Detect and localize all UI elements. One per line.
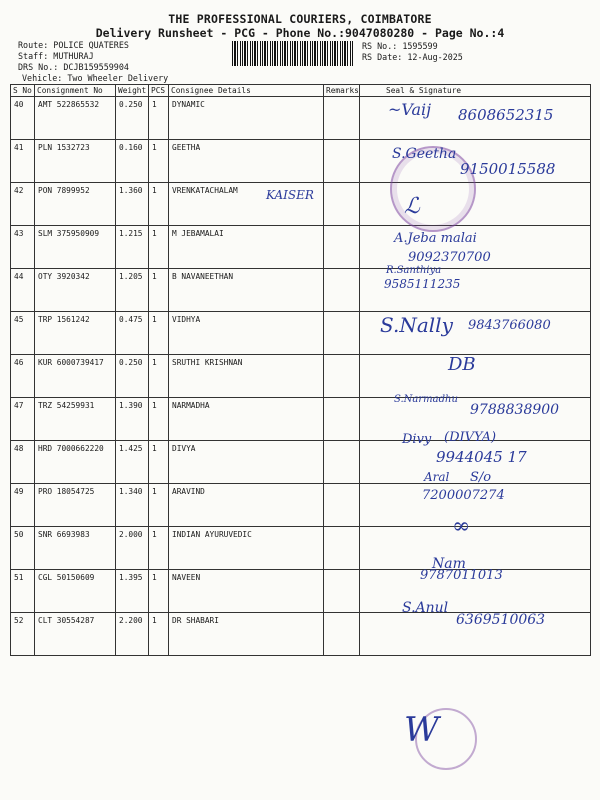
cell-weight: 2.200: [116, 613, 149, 656]
handwritten-signature: ℒ: [404, 194, 420, 219]
cell-pcs: 1: [149, 226, 169, 269]
cell-weight: 0.250: [116, 355, 149, 398]
cell-consignee: B NAVANEETHAN: [169, 269, 324, 312]
handwritten-phone: 9788838900: [470, 402, 560, 418]
handwritten-name: S.Geetha: [392, 146, 457, 162]
cell-sno: 42: [11, 183, 35, 226]
cell-consignment: TRP 1561242: [35, 312, 116, 355]
handwritten-signature: ~Vaij: [388, 100, 432, 119]
cell-sno: 49: [11, 484, 35, 527]
handwritten-name: R.Santhiya: [386, 265, 442, 276]
handwritten-phone: 9843766080: [468, 318, 551, 333]
cell-sno: 51: [11, 570, 35, 613]
col-header-remarks: Remarks: [324, 85, 360, 97]
cell-signature: [360, 527, 591, 570]
cell-pcs: 1: [149, 570, 169, 613]
cell-pcs: 1: [149, 97, 169, 140]
cell-consignment: KUR 6000739417: [35, 355, 116, 398]
table-row: [11, 226, 591, 269]
cell-consignee: NAVEEN: [169, 570, 324, 613]
staff-label: Staff: MUTHURAJ: [18, 51, 94, 61]
cell-pcs: 1: [149, 527, 169, 570]
cell-weight: 2.000: [116, 527, 149, 570]
cell-sno: 41: [11, 140, 35, 183]
cell-weight: 1.425: [116, 441, 149, 484]
handwritten-phone: 9092370700: [408, 250, 491, 265]
cell-weight: 1.340: [116, 484, 149, 527]
cell-consignment: CGL 50150609: [35, 570, 116, 613]
table-row: [11, 269, 591, 312]
drs-number: DRS No.: DCJB159559904: [18, 62, 129, 72]
cell-consignee: DR SHABARI: [169, 613, 324, 656]
cell-weight: 1.205: [116, 269, 149, 312]
cell-consignee: NARMADHA: [169, 398, 324, 441]
cell-remarks: [324, 269, 360, 312]
cell-remarks: [324, 484, 360, 527]
cell-pcs: 1: [149, 613, 169, 656]
cell-weight: 1.390: [116, 398, 149, 441]
table-row: [11, 355, 591, 398]
handwritten-signature: ∞: [452, 514, 471, 539]
cell-consignment: HRD 7000662220: [35, 441, 116, 484]
cell-remarks: [324, 355, 360, 398]
cell-sno: 40: [11, 97, 35, 140]
cell-sno: 47: [11, 398, 35, 441]
cell-consignment: AMT 522865532: [35, 97, 116, 140]
col-header-weight: Weight: [116, 85, 149, 97]
col-header-sno: S No: [11, 85, 35, 97]
cell-sno: 52: [11, 613, 35, 656]
handwritten-signature: S.Anul: [402, 600, 449, 616]
handwritten-phone: 7200007274: [422, 488, 505, 503]
cell-remarks: [324, 312, 360, 355]
cell-remarks: [324, 613, 360, 656]
handwritten-phone: 9150015588: [460, 160, 556, 178]
cell-remarks: [324, 527, 360, 570]
cell-sno: 43: [11, 226, 35, 269]
cell-consignment: TRZ 54259931: [35, 398, 116, 441]
cell-remarks: [324, 97, 360, 140]
cell-consignment: SLM 375950909: [35, 226, 116, 269]
table-row: [11, 570, 591, 613]
handwritten-name: A.Jeba malai: [394, 231, 477, 246]
handwritten-phone: 8608652315: [458, 106, 554, 124]
table-row: [11, 527, 591, 570]
handwritten-note: KAISER: [266, 188, 314, 202]
col-header-signature: Seal & Signature: [360, 85, 591, 97]
cell-pcs: 1: [149, 441, 169, 484]
cell-weight: 1.215: [116, 226, 149, 269]
cell-consignment: PLN 1532723: [35, 140, 116, 183]
handwritten-phone: 6369510063: [456, 612, 546, 628]
cell-pcs: 1: [149, 484, 169, 527]
cell-consignment: PRO 18054725: [35, 484, 116, 527]
company-title: THE PROFESSIONAL COURIERS, COIMBATORE: [168, 12, 432, 26]
handwritten-signature: Aral: [424, 470, 450, 484]
cell-consignee: DYNAMIC: [169, 97, 324, 140]
cell-consignee: SRUTHI KRISHNAN: [169, 355, 324, 398]
col-header-consignee: Consignee Details: [169, 85, 324, 97]
cell-pcs: 1: [149, 140, 169, 183]
cell-consignee: DIVYA: [169, 441, 324, 484]
cell-consignee: ARAVIND: [169, 484, 324, 527]
cell-consignment: PON 7899952: [35, 183, 116, 226]
cell-consignee: M JEBAMALAI: [169, 226, 324, 269]
handwritten-phone: 9787011013: [420, 568, 503, 583]
cell-weight: 1.360: [116, 183, 149, 226]
cell-weight: 0.475: [116, 312, 149, 355]
cell-consignee: GEETHA: [169, 140, 324, 183]
col-header-consignment: Consignment No: [35, 85, 116, 97]
cell-pcs: 1: [149, 269, 169, 312]
rs-number: RS No.: 1595599: [362, 41, 438, 51]
cell-consignment: SNR 6693983: [35, 527, 116, 570]
cell-remarks: [324, 398, 360, 441]
cell-remarks: [324, 570, 360, 613]
cell-pcs: 1: [149, 355, 169, 398]
runsheet-subtitle: Delivery Runsheet - PCG - Phone No.:9047080280 - Page No.:4: [95, 26, 505, 40]
vehicle-label: Vehicle: Two Wheeler Delivery: [22, 73, 169, 83]
cell-remarks: [324, 226, 360, 269]
cell-consignee: INDIAN AYURUVEDIC: [169, 527, 324, 570]
handwritten-initials: DB: [448, 354, 476, 375]
cell-remarks: [324, 183, 360, 226]
handwritten-name: (DIVYA): [444, 430, 497, 445]
barcode-icon: [232, 41, 353, 66]
handwritten-signature: S.Nally: [380, 313, 453, 337]
cell-weight: 1.395: [116, 570, 149, 613]
cell-remarks: [324, 441, 360, 484]
cell-remarks: [324, 140, 360, 183]
cell-sno: 50: [11, 527, 35, 570]
cell-consignment: CLT 30554287: [35, 613, 116, 656]
route-label: Route: POLICE QUATERES: [18, 40, 129, 50]
table-header-row: [11, 85, 591, 97]
handwritten-phone: 9944045 17: [436, 448, 527, 466]
cell-weight: 0.160: [116, 140, 149, 183]
handwritten-signature: W: [404, 710, 439, 750]
cell-sno: 48: [11, 441, 35, 484]
col-header-pcs: PCS: [149, 85, 169, 97]
handwritten-signature: Nam: [432, 556, 466, 572]
cell-sno: 45: [11, 312, 35, 355]
handwritten-signature: Divy: [402, 432, 432, 447]
cell-weight: 0.250: [116, 97, 149, 140]
cell-sno: 44: [11, 269, 35, 312]
cell-consignment: OTY 3920342: [35, 269, 116, 312]
cell-sno: 46: [11, 355, 35, 398]
cell-pcs: 1: [149, 312, 169, 355]
handwritten-signature: S.Narmadhu: [394, 394, 458, 405]
handwritten-text: S/o: [470, 470, 492, 485]
cell-consignee: VIDHYA: [169, 312, 324, 355]
rs-date: RS Date: 12-Aug-2025: [362, 52, 463, 62]
cell-pcs: 1: [149, 183, 169, 226]
cell-pcs: 1: [149, 398, 169, 441]
handwritten-phone: 9585111235: [384, 277, 461, 291]
cell-consignee: VRENKATACHALAM: [169, 183, 324, 226]
